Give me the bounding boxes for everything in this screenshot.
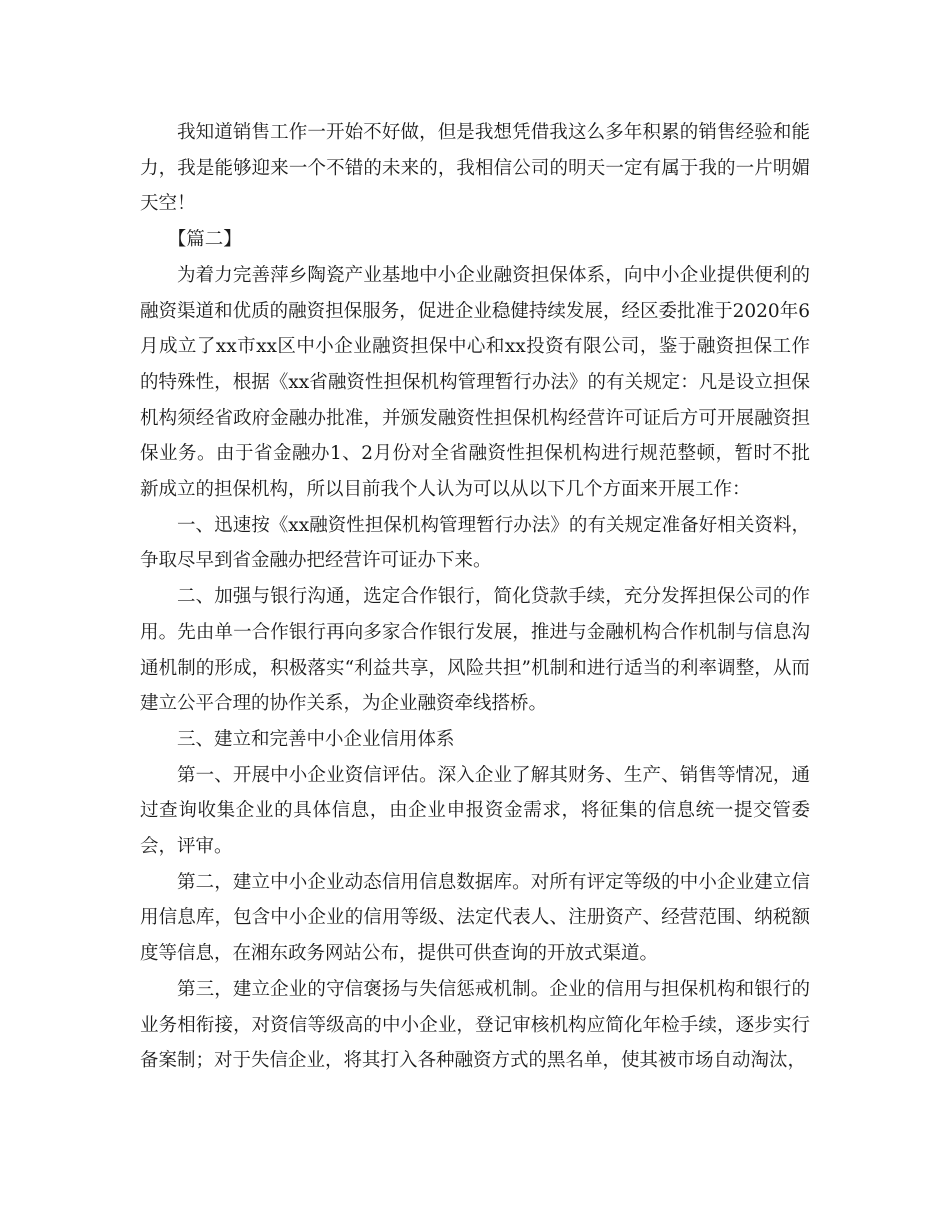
paragraph-credit-evaluation: 第一、开展中小企业资信评估。深入企业了解其财务、生产、销售等情况，通过查询收集企业的具体信息，由企业申报资金需求，将征集的信息统一提交管委会，评审。 — [140, 764, 810, 858]
paragraph-guarantee-intro: 为着力完善萍乡陶瓷产业基地中小企业融资担保体系，向中小企业提供便利的融资渠道和优质的融资担保服务，促进企业稳健持续发展，经区委批准于2020年6月成立了xx市xx区中小企业融资担保中心和xx投资有限公司，鉴于融资担保工作的特殊性，根据《xx省融资性担保机构管理暂行办法》的有关规定：凡是设立担保机构须经省政府金融办批准，并颁发融资性担保机构经营许可证后方可开展融资担保业务。由于省金融办1、2月份对全省融资性担保机构进行规范整顿，暂时不批新成立的担保机构，所以目前我个人认为可以从以下几个方面来开展工作： — [140, 264, 810, 501]
paragraph-item-one: 一、迅速按《xx融资性担保机构管理暂行办法》的有关规定准备好相关资料，争取尽早到省金融办把经营许可证办下来。 — [140, 514, 810, 572]
paragraph-credit-database: 第二，建立中小企业动态信用信息数据库。对所有评定等级的中小企业建立信用信息库，包含中小企业的信用等级、法定代表人、注册资产、经营范围、纳税额度等信息，在湘东政务网站公布，提供可供查询的开放式渠道。 — [140, 871, 810, 965]
paragraph-item-three-title: 三、建立和完善中小企业信用体系 — [177, 728, 455, 750]
paragraph-item-two: 二、加强与银行沟通，选定合作银行，简化贷款手续，充分发挥担保公司的作用。先由单一合作银行再向多家合作银行发展，推进与金融机构合作机制与信息沟通机制的形成，积极落实“利益共享，风险共担”机制和进行适当的利率调整，从而建立公平合理的协作关系，为企业融资牵线搭桥。 — [140, 586, 810, 715]
section-heading-part-two: 【篇二】 — [167, 229, 242, 251]
paragraph-credit-mechanism: 第三，建立企业的守信褒扬与失信惩戒机制。企业的信用与担保机构和银行的业务相衔接，对资信等级高的中小企业，登记审核机构应简化年检手续，逐步实行备案制；对于失信企业，将其打入各种融资方式的黑名单，使其被市场自动淘汰， — [140, 978, 810, 1072]
document-body — [140, 115, 810, 1079]
paragraph-sales-outlook: 我知道销售工作一开始不好做，但是我想凭借我这么多年积累的销售经验和能力，我是能够迎来一个不错的未来的，我相信公司的明天一定有属于我的一片明媚天空！ — [140, 122, 810, 215]
